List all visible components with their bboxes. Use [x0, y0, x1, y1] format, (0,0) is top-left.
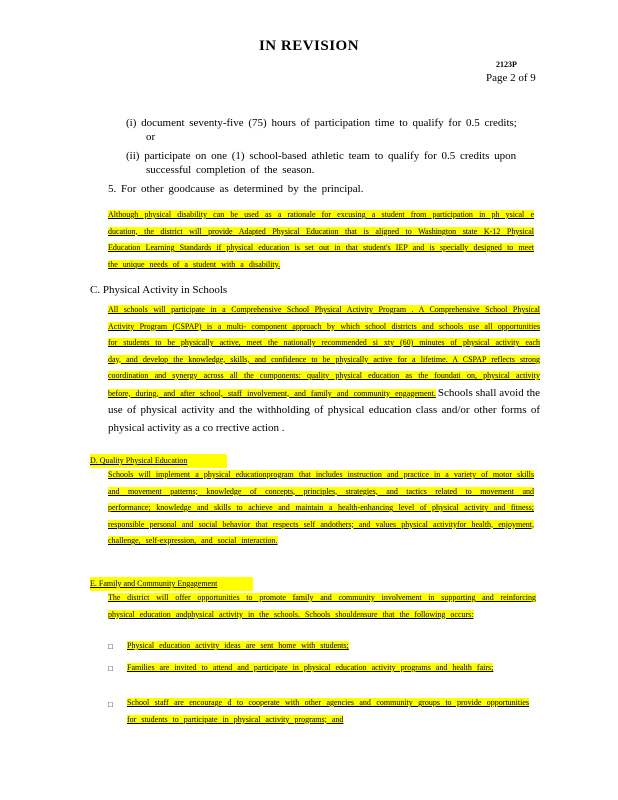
bullet-3-text: School staff are encourage d to cooperate with other agencies and community groups to provide opportunities for students to participate in physical activity programs; and: [127, 698, 529, 724]
bullet-3-glyph: □: [108, 700, 113, 709]
section-c-heading: C. Physical Activity in Schools: [90, 284, 228, 296]
disability-paragraph: [108, 207, 534, 273]
item-or: or: [146, 131, 156, 143]
section-e-intro-text: The district will offer opportunities to promote family and community involvement in supporting and reinforcing physical education andphysical activity in the schools. Schools shouldensure that the following occurs:: [108, 593, 536, 619]
bullet-1: [127, 638, 447, 655]
bullet-2-glyph: □: [108, 664, 113, 673]
item-five: 5. For other goodcause as determined by the principal.: [108, 183, 364, 195]
bullet-2-text: Families are invited to attend and participate in physical education activity programs and health fairs;: [127, 663, 494, 672]
item-ii-line1: (ii) participate on one (1) school-based athletic team to qualify for 0.5 credits upon: [126, 150, 517, 162]
bullet-1-text: Physical education activity ideas are sent home with students;: [127, 641, 349, 650]
bullet-2: [127, 660, 513, 677]
page-number: Page 2 of 9: [486, 72, 536, 84]
item-ii-line2: successful completion of the season.: [146, 164, 315, 176]
page-title: IN REVISION: [258, 38, 360, 54]
section-d-heading-row: [90, 450, 227, 468]
section-e-heading: E. Family and Community Engagement: [90, 577, 253, 591]
policy-code: 2123P: [496, 60, 517, 69]
section-c-highlighted-text: All schools will participate in a Comprehensive School Physical Activity Program . A Comprehensive School Physical Activity Program (CSPAP) is a multi- component approach by which school districts and schools use all opportunities for students to be physically active, meet the nationally recommended si xty (60) minutes of physical activity each day, and develop the knowledge, skills, and confidence to be physically active for a lifetime. A CSPAP reflects strong coordination and synergy across all the components: quality physical education as the foundati on, physical activity before, during, and after school, staff involvement, and family and community engagement.: [108, 305, 540, 398]
disability-text: Although physical disability can be used as a rationale for excusing a student from participation in ph ysical e ducation, the district will provide Adapted Physical Education that is aligned to Washington state K-12 Physical Education Learning Standards if physical education is set out in that student's IEP and is specially designed to meet the unique needs of a student with a disability.: [108, 210, 534, 269]
section-e-intro: [108, 590, 536, 623]
section-d-text: Schools will implement a physical educationprogram that includes instruction and practice in a variety of motor skills and movement patterns; knowledge of concepts, principles, strategies, and tactics related to movement and performance; knowledge and skills to achieve and maintain a health-enhancing level of physical activity and fitness; responsible personal and social behavior that respects self andothers; and values physical activityfor health, enjoyment, challenge, self-expression, and social interaction.: [108, 470, 534, 545]
section-d-heading: D. Quality Physical Education: [90, 454, 227, 468]
section-c-paragraph: [108, 302, 540, 437]
item-i: (i) document seventy-five (75) hours of participation time to qualify for 0.5 credits;: [126, 117, 517, 129]
bullet-1-glyph: □: [108, 642, 113, 651]
section-c-plain-text: Schools shall avoid the use of physical activity and the withholding of physical education class and/or other forms of physical activity as a co rrective action .: [108, 386, 541, 434]
section-e-heading-row: [90, 573, 253, 591]
section-d-paragraph: [108, 467, 534, 550]
bullet-3: [127, 695, 529, 728]
